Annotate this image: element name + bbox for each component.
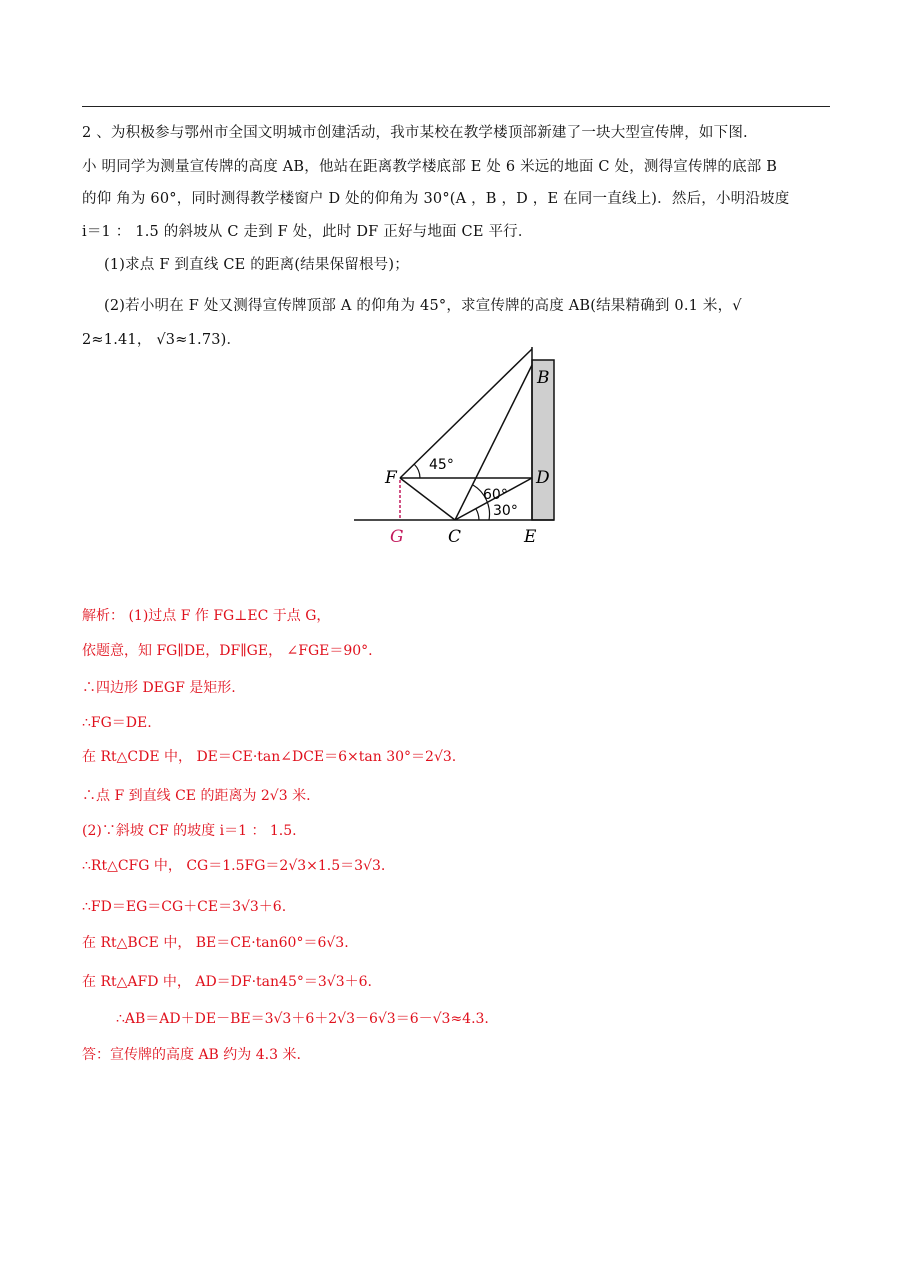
geometry-figure [352,345,582,550]
label-d: D [536,468,550,488]
solution-line-10: 在 Rt△BCE 中， BE＝CE·tan60°＝6√3. [82,935,349,951]
label-c: C [448,527,462,547]
arc-30 [476,509,479,520]
angle-60-label: 60° [483,487,508,503]
solution-line-2: 依题意，知 FG∥DE，DF∥GE， ∠FGE＝90°. [82,643,373,659]
label-g: G [390,527,404,547]
solution-line-6: ∴点 F 到直线 CE 的距离为 2√3 米. [82,788,311,804]
solution-line-11: 在 Rt△AFD 中， AD＝DF·tan45°＝3√3＋6. [82,974,372,990]
solution-line-3: ∴四边形 DEGF 是矩形. [82,680,236,696]
solution-line-12: ∴AB＝AD＋DE－BE＝3√3＋6＋2√3－6√3＝6－√3≈4.3. [116,1011,489,1027]
question-line-4: i＝1 ： 1.5 的斜坡从 C 走到 F 处，此时 DF 正好与地面 CE 平行． [82,224,533,240]
label-e: E [524,527,537,547]
solution-line-8: ∴Rt△CFG 中， CG＝1.5FG＝2√3×1.5＝3√3. [82,858,386,874]
question-part-2-cont: 2≈1.41， √3≈1.73)． [82,332,242,348]
line-fc [400,478,455,520]
solution-line-7: (2)∵斜坡 CF 的坡度 i＝1 ： 1.5. [82,823,297,839]
geometry-diagram [352,345,582,550]
header-rule [82,106,830,107]
solution-answer: 答：宣传牌的高度 AB 约为 4.3 米. [82,1047,301,1063]
solution-line-4: ∴FG＝DE. [82,715,152,731]
line-fa [400,349,532,478]
question-line-3: 的仰 角为 60°，同时测得教学楼窗户 D 处的仰角为 30°(A ，B ，D ，E 在同一直线上)．然后，小明沿坡度 [82,191,790,207]
question-line-1: 2 、为积极参与鄂州市全国文明城市创建活动，我市某校在教学楼顶部新建了一块大型宣传牌，如下图. [82,125,748,141]
question-part-2: (2)若小明在 F 处又测得宣传牌顶部 A 的仰角为 45°，求宣传牌的高度 AB(结果精确到 0.1 米，√ [104,298,742,314]
angle-30-label: 30° [493,503,518,519]
solution-line-9: ∴FD＝EG＝CG＋CE＝3√3＋6. [82,899,287,915]
solution-line-1: 解析： (1)过点 F 作 FG⊥EC 于点 G， [82,608,331,624]
label-b: B [537,368,550,388]
angle-45-label: 45° [429,457,454,473]
solution-line-5: 在 Rt△CDE 中， DE＝CE·tan∠DCE＝6×tan 30°＝2√3. [82,749,457,765]
arc-45 [414,464,420,478]
label-f: F [385,468,397,488]
question-part-1: (1)求点 F 到直线 CE 的距离(结果保留根号)； [104,257,409,273]
question-line-2: 小 明同学为测量宣传牌的高度 AB，他站在距离教学楼底部 E 处 6 米远的地面 C 处，测得宣传牌的底部 B [82,159,778,175]
